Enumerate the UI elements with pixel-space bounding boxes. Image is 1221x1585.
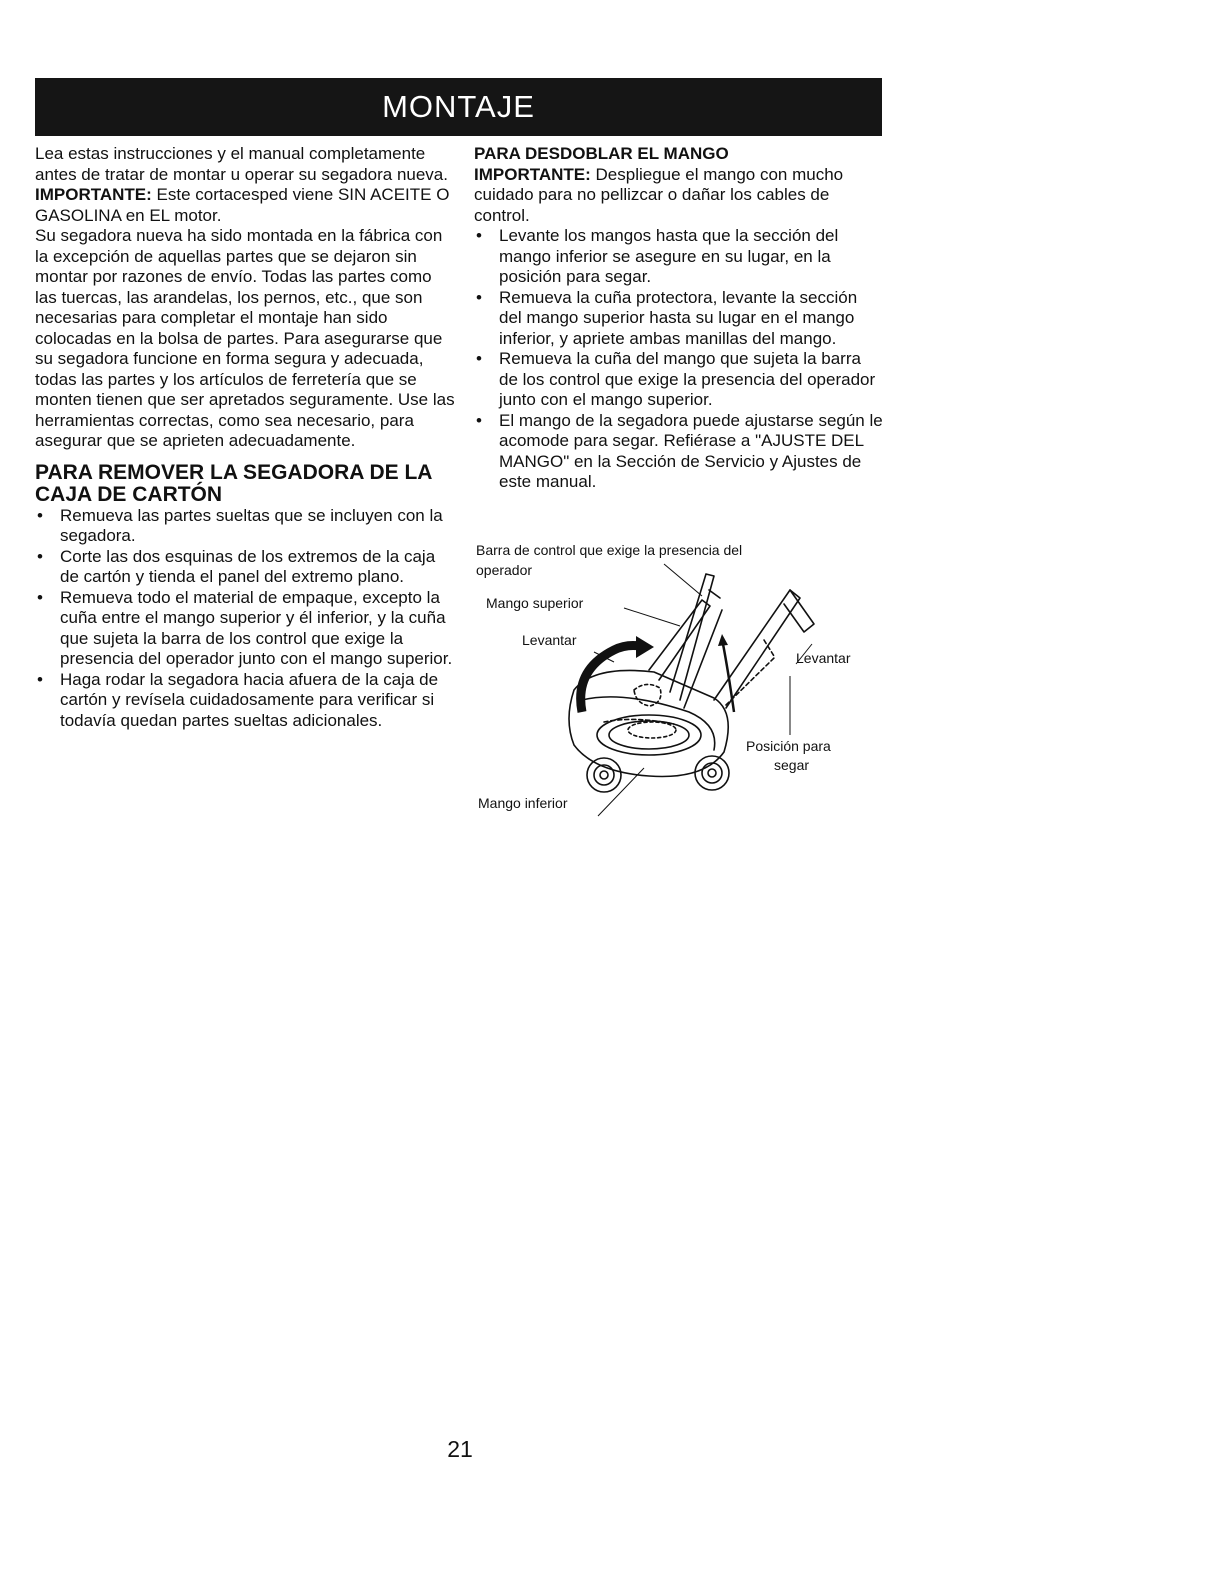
- remove-from-carton-steps: [35, 506, 455, 732]
- important-text: Despliegue el mango con mucho cuidado para no pellizcar o dañar los cables de control.: [474, 164, 844, 225]
- label-upper-handle: Mango superior: [486, 595, 584, 611]
- list-item: • Haga rodar la segadora hacia afuera de la caja de cartón y revísela cuidadosamente para verificar si todavía quedan partes sueltas adicionales.: [35, 670, 455, 732]
- label-control-bar: Barra de control que exige la presencia del: [476, 542, 743, 558]
- page-number: 21: [447, 1436, 473, 1462]
- handle-unfold-illustration: [474, 540, 894, 830]
- important-note: [474, 165, 884, 227]
- label-mowing-position-cont: segar: [774, 757, 810, 773]
- assembly-paragraph: Su segadora nueva ha sido montada en la fábrica con la excepción de aquellas partes que se dejaron sin montar por razones de envío. Todas las partes como las tuercas, las arandelas, los pernos, etc., que son necesarias para completar el montaje han sido colocadas en la bolsa de partes. Para asegurarse que su segadora funcione en forma segura y adecuada, todas las partes y los artículos de ferretería que se monten tienen que ser apretados seguramente. Use las herramientas correctas, como sea necesario, para asegurar que se aprieten adecuadamente.: [35, 226, 455, 450]
- list-item: • Remueva todo el material de empaque, excepto la cuña entre el mango superior y él inferior, y la cuña que sujeta la barra de los control que exige la presencia del operador junto con el mango superior.: [35, 588, 455, 670]
- label-lift-left: Levantar: [522, 632, 577, 648]
- front-wheel: [587, 758, 621, 792]
- rear-wheel: [695, 756, 729, 790]
- label-control-bar-cont: operador: [476, 562, 533, 578]
- list-item: • Remueva la cuña del mango que sujeta la barra de los control que exige la presencia del operador junto con el mango superior.: [474, 349, 884, 411]
- unfold-handle-steps: [474, 226, 884, 493]
- important-label: IMPORTANTE:: [474, 164, 591, 184]
- right-column: [474, 144, 884, 493]
- left-column: [35, 144, 455, 731]
- mower-deck: [569, 670, 728, 776]
- important-text: Este cortacesped viene SIN ACEITE O GASOLINA en EL motor.: [35, 185, 450, 225]
- section-banner: [35, 78, 882, 136]
- section-title: MONTAJE: [382, 89, 535, 124]
- important-note: [35, 185, 455, 226]
- list-item: • Remueva la cuña protectora, levante la sección del mango superior hasta su lugar en el mango inferior, y apriete ambas manillas del mango.: [474, 288, 884, 350]
- list-item: • Levante los mangos hasta que la sección del mango inferior se asegure en su lugar, en la posición para segar.: [474, 226, 884, 288]
- important-label: IMPORTANTE:: [35, 185, 152, 204]
- section-heading-remove-from-carton: PARA REMOVER LA SEGADORA DE LA CAJA DE CARTÓN: [35, 460, 432, 506]
- lawn-mower-drawing: [474, 540, 894, 830]
- intro-paragraph: Lea estas instrucciones y el manual completamente antes de tratar de montar u operar su segadora nueva.: [35, 144, 448, 184]
- list-item: • El mango de la segadora puede ajustarse según le acomode para segar. Refiérase a "AJUSTE DEL MANGO" en la Sección de Servicio y Ajustes de este manual.: [474, 411, 884, 493]
- section-heading-unfold-handle: PARA DESDOBLAR EL MANGO: [474, 144, 729, 163]
- label-mowing-position: Posición para: [746, 738, 831, 754]
- label-lift-right: Levantar: [796, 650, 851, 666]
- list-item: • Corte las dos esquinas de los extremos de la caja de cartón y tienda el panel del extremo plano.: [35, 547, 455, 588]
- label-lower-handle: Mango inferior: [478, 795, 568, 811]
- upper-handle: [649, 600, 710, 680]
- list-item: • Remueva las partes sueltas que se incluyen con la segadora.: [35, 506, 455, 547]
